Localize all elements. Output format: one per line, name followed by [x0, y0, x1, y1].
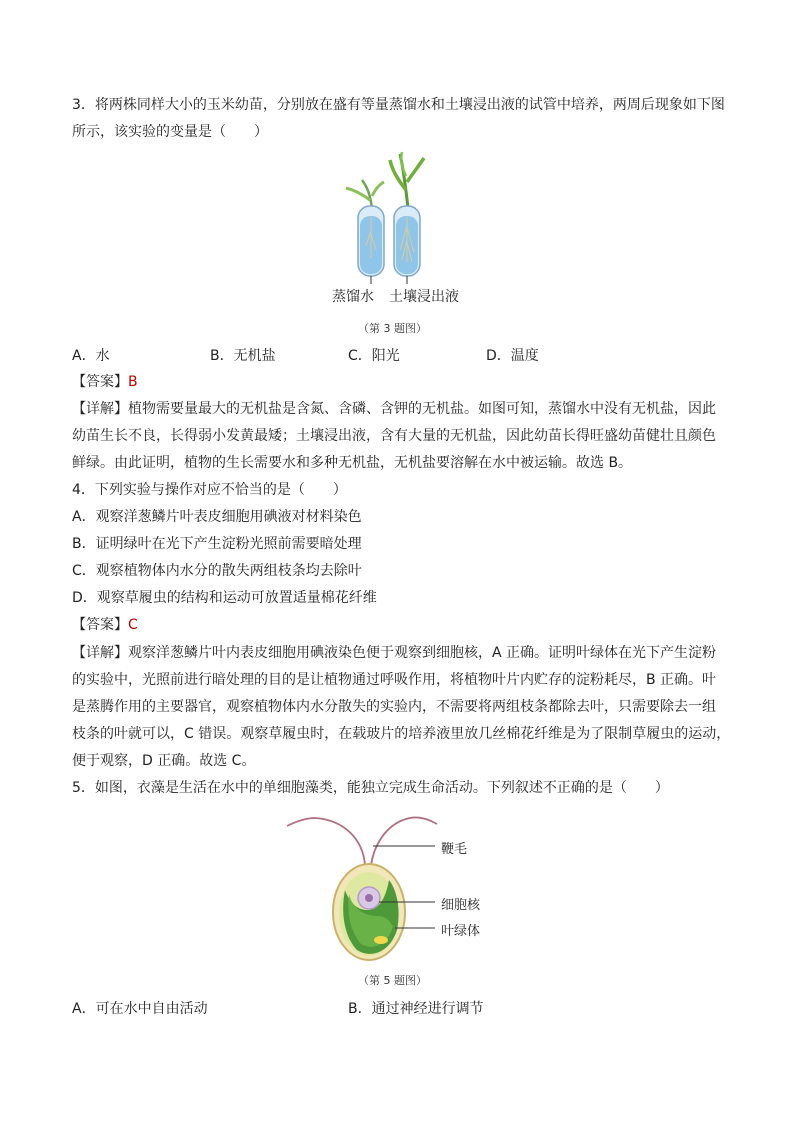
- q3-answer: [72, 372, 138, 392]
- q5-chlamydomonas-figure: [285, 810, 445, 970]
- q3-option-d: D．温度: [486, 348, 539, 364]
- healthy-seedling-icon: [390, 152, 424, 208]
- q4-answer: [72, 615, 138, 635]
- q5-option-a: A．可在水中自由活动: [72, 1001, 208, 1017]
- q3-label-soil-extract: 土壤浸出液: [389, 289, 459, 305]
- q3-stem-line1: 3．将两株同样大小的玉米幼苗，分别放在盛有等量蒸馏水和土壤浸出液的试管中培养，两周后现象如下图: [72, 97, 725, 113]
- q5-label-nucleus: 细胞核: [441, 898, 481, 913]
- q4-detail-line4: 枝条的叶就可以，C 错误。观察草履虫时，在载玻片的培养液里放几丝棉花纤维是为了限制草履虫的运动，: [72, 726, 731, 742]
- answer-tag: 【答案】: [72, 617, 128, 633]
- cell-body-icon: [333, 864, 405, 960]
- q5-label-chloroplast: 叶绿体: [441, 924, 481, 939]
- q3-option-b: B．无机盐: [210, 348, 276, 364]
- q4-detail-line3: 是蒸腾作用的主要器官，观察植物体内水分散失的实验内，不需要将两组枝条都除去叶，只需要除去一组: [72, 699, 716, 715]
- q5-figure-caption: （第 5 题图）: [358, 974, 427, 987]
- detail-text: 植物需要量最大的无机盐是含氮、含磷、含钾的无机盐。如图可知，蒸馏水中没有无机盐，因此: [128, 401, 716, 417]
- q4-option-a: A．观察洋葱鳞片叶表皮细胞用碘液对材料染色: [72, 509, 362, 525]
- q4-detail-line2: 的实验中，光照前进行暗处理的目的是让植物通过呼吸作用，将植物叶片内贮存的淀粉耗尽，B 正确。叶: [72, 672, 717, 688]
- flagella-icon: [287, 818, 365, 865]
- test-tube-right-icon: [394, 206, 420, 276]
- q4-option-b: B．证明绿叶在光下产生淀粉光照前需要暗处理: [72, 536, 362, 552]
- q3-option-c: C．阳光: [348, 348, 400, 364]
- answer-value: B: [128, 374, 138, 390]
- q5-option-b: B．通过神经进行调节: [348, 1001, 484, 1017]
- q3-option-a: A．水: [72, 348, 110, 364]
- pyrenoid-icon: [374, 936, 388, 944]
- q4-detail-line5: 便于观察，D 正确。故选 C。: [72, 753, 256, 769]
- test-tube-left-icon: [358, 206, 384, 276]
- q5-stem: 5．如图，衣藻是生活在水中的单细胞藻类，能独立完成生命活动。下列叙述不正确的是（ ）: [72, 780, 669, 796]
- answer-tag: 【答案】: [72, 374, 128, 390]
- q3-detail-line1: [72, 399, 716, 419]
- q4-stem: 4．下列实验与操作对应不恰当的是（ ）: [72, 482, 347, 498]
- q4-detail-line1: [72, 643, 716, 663]
- q5-label-flagellum: 鞭毛: [441, 842, 468, 857]
- q3-stem-line2: 所示，该实验的变量是（ ）: [72, 124, 268, 140]
- q3-figure-caption: （第 3 题图）: [358, 322, 427, 335]
- answer-value: C: [128, 617, 138, 633]
- q4-option-d: D．观察草履虫的结构和运动可放置适量棉花纤维: [72, 590, 377, 606]
- detail-text: 观察洋葱鳞片叶内表皮细胞用碘液染色便于观察到细胞核，A 正确。证明叶绿体在光下产生淀粉: [128, 645, 717, 661]
- weak-seedling-icon: [346, 180, 384, 208]
- q3-detail-line2: 幼苗生长不良，长得弱小发黄最矮；土壤浸出液，含有大量的无机盐，因此幼苗长得旺盛幼苗健壮且颜色: [72, 428, 716, 444]
- detail-tag: 【详解】: [72, 401, 128, 417]
- detail-tag: 【详解】: [72, 645, 128, 661]
- q3-label-distilled-water: 蒸馏水: [332, 289, 374, 305]
- q3-test-tube-figure: [340, 150, 450, 285]
- q3-detail-line3: 鲜绿。由此证明，植物的生长需要水和多种无机盐，无机盐要溶解在水中被运输。故选 B。: [72, 455, 633, 471]
- q4-option-c: C．观察植物体内水分的散失两组枝条均去除叶: [72, 563, 362, 579]
